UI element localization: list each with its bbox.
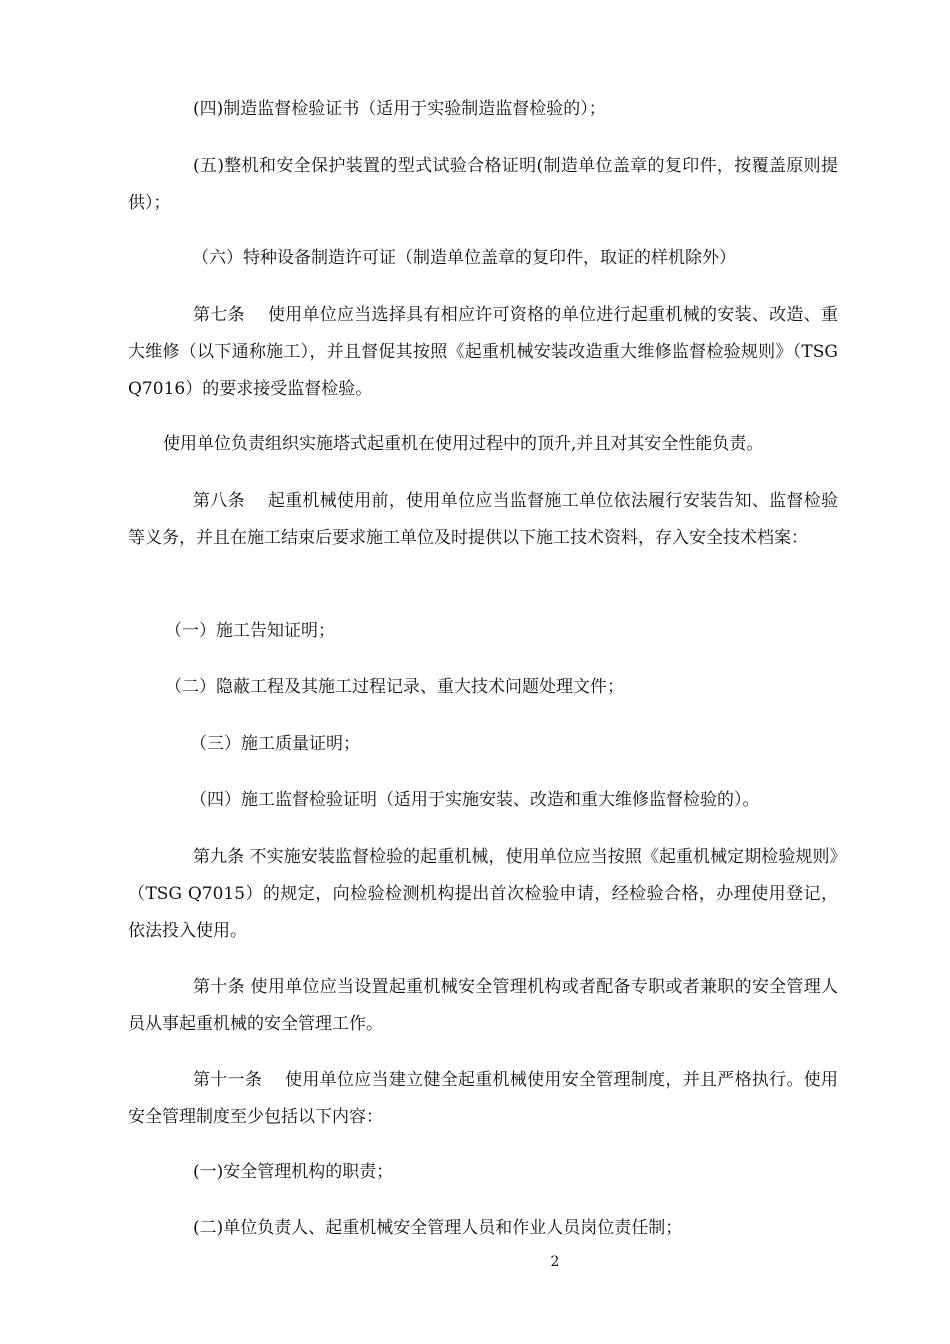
paragraph-rule-item-1: (一)安全管理机构的职责； (193, 1162, 394, 1182)
paragraph-item-3-quality: （三）施工质量证明； (190, 734, 360, 754)
paragraph-item-1-notice: （一）施工告知证明； (165, 621, 335, 641)
paragraph-article-9: 第九条 不实施安装监督检验的起重机械，使用单位应当按照《起重机械定期检验规则》（TSG Q7015）的规定，向检验检测机构提出首次检验申请，经检验合格，办理使用登记，依法投入使用。 (128, 847, 838, 941)
page-number: 2 (550, 1254, 560, 1270)
paragraph-article-7: 第七条 使用单位应当选择具有相应许可资格的单位进行起重机械的安装、改造、重大维修（以下通称施工），并且督促其按照《起重机械安装改造重大维修监督检验规则》（TSG Q7016）的要求接受监督检验。 (128, 305, 838, 399)
paragraph-jacking-responsibility: 使用单位负责组织实施塔式起重机在使用过程中的顶升,并且对其安全性能负责。 (163, 434, 764, 454)
paragraph-item-5-type-test: (五)整机和安全保护装置的型式试验合格证明(制造单位盖章的复印件，按覆盖原则提供）； (128, 156, 838, 213)
paragraph-item-4-supervision: （四）施工监督检验证明（适用于实施安装、改造和重大维修监督检验的）。 (190, 790, 760, 810)
paragraph-article-8: 第八条 起重机械使用前，使用单位应当监督施工单位依法履行安装告知、监督检验等义务，并且在施工结束后要求施工单位及时提供以下施工技术资料，存入安全技术档案： (128, 491, 838, 548)
paragraph-article-10: 第十条 使用单位应当设置起重机械安全管理机构或者配备专职或者兼职的安全管理人员从事起重机械的安全管理工作。 (128, 977, 838, 1034)
paragraph-item-6-license: （六）特种设备制造许可证（制造单位盖章的复印件，取证的样机除外） (192, 248, 736, 268)
paragraph-item-4-certificate: (四)制造监督检验证书（适用于实验制造监督检验的）； (193, 99, 606, 119)
paragraph-rule-item-2: (二)单位负责人、起重机械安全管理人员和作业人员岗位责任制； (193, 1218, 683, 1238)
paragraph-item-2-hidden-works: （二）隐蔽工程及其施工过程记录、重大技术问题处理文件； (165, 677, 624, 697)
paragraph-article-11: 第十一条 使用单位应当建立健全起重机械使用安全管理制度，并且严格执行。使用安全管理制度至少包括以下内容： (128, 1070, 838, 1127)
